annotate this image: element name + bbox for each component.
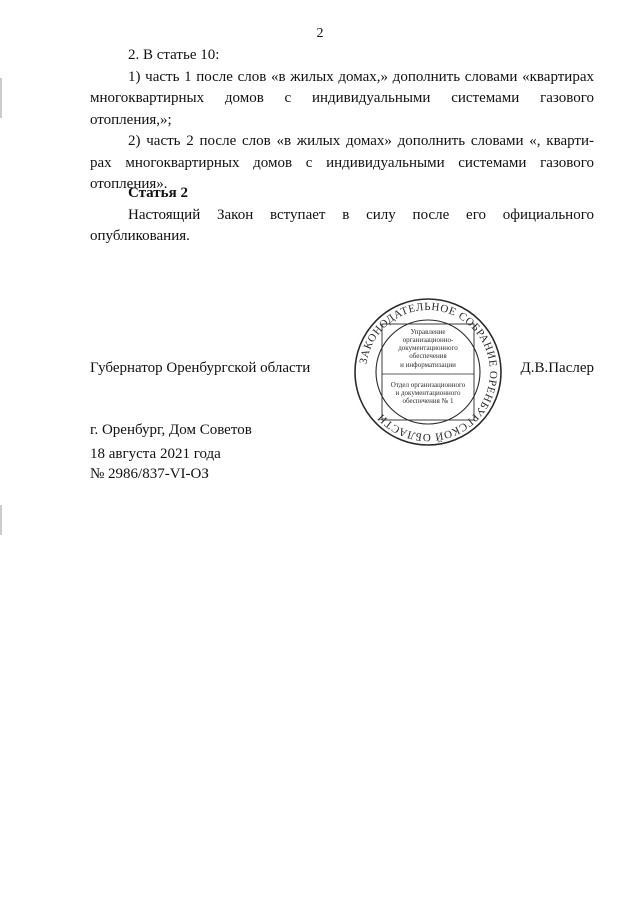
amendment-item1-line2: многоквартирных домов с индивидуальными системами газового	[90, 90, 594, 106]
seal-inner-line4: обеспечения	[409, 352, 447, 360]
signatory-name: Д.В.Паслер	[520, 360, 594, 376]
signing-place: г. Оренбург, Дом Советов	[90, 422, 252, 438]
page-number: 2	[316, 26, 324, 41]
seal-inner-line2: организационно-	[402, 336, 454, 344]
amendment-item2-line2: рах многоквартирных домов с индивидуальными системами газового	[90, 154, 594, 171]
seal-inner-line5: и информатизации	[400, 361, 456, 369]
official-seal	[352, 296, 504, 448]
amendment-item1-line1: 1) часть 1 после слов «в жилых домах,» дополнить словами «квартирах	[128, 68, 594, 85]
signature-row	[90, 360, 594, 382]
article2-line1: Настоящий Закон вступает в силу после его официального	[128, 206, 594, 223]
seal-inner-line3: документационного	[398, 344, 458, 352]
amendment-section	[90, 45, 594, 196]
seal-outer-ring	[355, 299, 501, 445]
seal-inner-line1: Управление	[410, 328, 446, 336]
amendment-item2-line3: отопления».	[90, 176, 168, 192]
scan-edge-mark	[0, 505, 2, 535]
seal-inner-line8: обеспечения № 1	[402, 397, 454, 405]
seal-inner-line6: Отдел организационного	[390, 381, 466, 389]
article2-heading: Статья 2	[128, 185, 188, 201]
signing-date: 18 августа 2021 года	[90, 446, 221, 462]
article2-line2: опубликования.	[90, 228, 190, 244]
signatory-title: Губернатор Оренбургской области	[90, 360, 311, 376]
law-number: № 2986/837-VI-ОЗ	[90, 466, 209, 482]
footer-info	[90, 420, 252, 484]
amendment-intro: 2. В статье 10:	[128, 47, 220, 63]
amendment-item1-line3: отопления,»;	[90, 111, 172, 128]
scan-edge-mark	[0, 78, 2, 118]
seal-outer-text: ЗАКОНОДАТЕЛЬНОЕ СОБРАНИЕ ОРЕНБУРГСКОЙ ОБЛАСТИ	[357, 300, 500, 444]
seal-inner-line7: и документационного	[395, 389, 461, 397]
amendment-item2-line1: 2) часть 2 после слов «в жилых домах» дополнить словами «, кварти-	[128, 133, 594, 149]
article2-section	[90, 183, 594, 248]
